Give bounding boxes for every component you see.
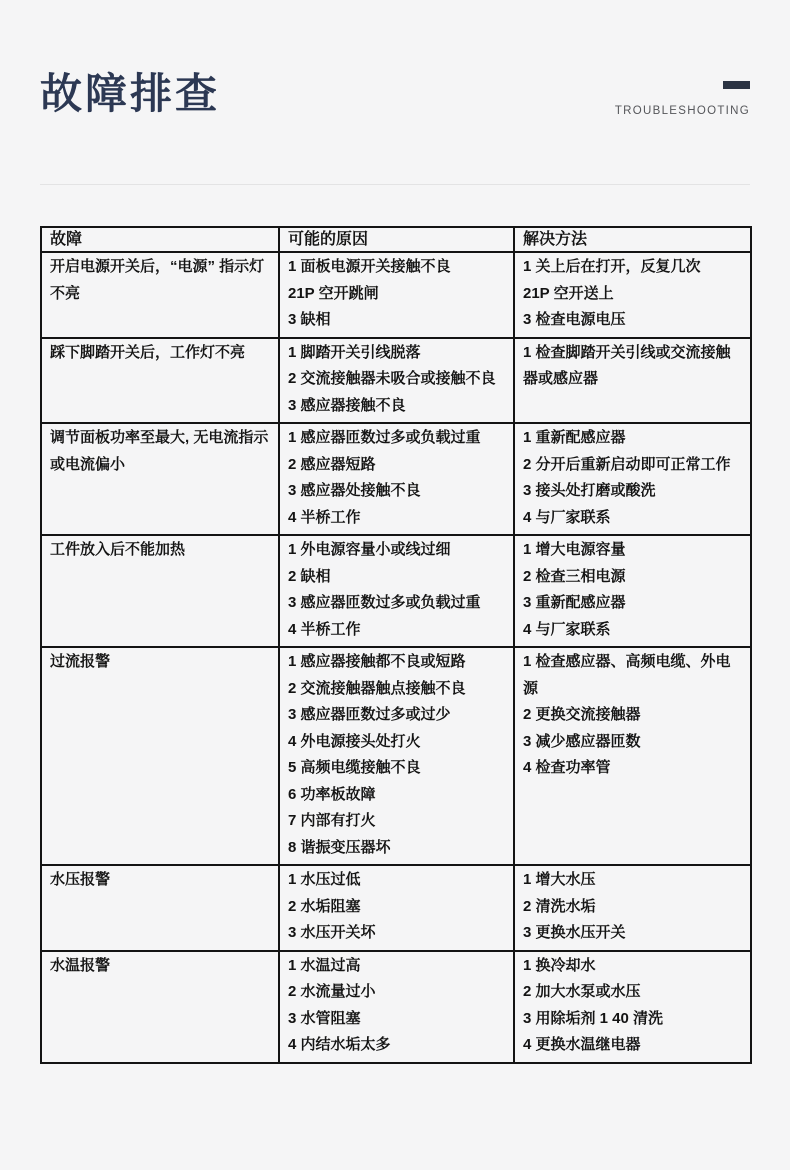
- causes-cell: [279, 865, 514, 951]
- solution-line: 2 更换交流接触器: [523, 706, 641, 724]
- fault-cell: 水压报警: [41, 865, 279, 951]
- cause-line: 4 半桥工作: [288, 620, 361, 638]
- solution-line: 1 检查感应器、高频电缆、外电源: [523, 653, 731, 697]
- solutions-cell: [514, 647, 751, 865]
- cause-line: 2 交流接触器触点接触不良: [288, 679, 466, 697]
- troubleshooting-table: [40, 226, 752, 1064]
- solution-line: 1 重新配感应器: [523, 429, 626, 447]
- table-row: [41, 423, 751, 535]
- table-row: [41, 951, 751, 1063]
- solutions-cell: [514, 423, 751, 535]
- table-row: [41, 338, 751, 424]
- solution-line: 3 重新配感应器: [523, 594, 626, 612]
- cause-line: 3 缺相: [288, 311, 331, 329]
- fault-cell: 开启电源开关后，“电源” 指示灯不亮: [41, 252, 279, 338]
- fault-cell: 工件放入后不能加热: [41, 535, 279, 647]
- cause-line: 2 缺相: [288, 567, 331, 585]
- causes-cell: [279, 423, 514, 535]
- cause-line: 1 感应器接触都不良或短路: [288, 653, 466, 671]
- solution-line: 1 换冷却水: [523, 956, 596, 974]
- cause-line: 4 半桥工作: [288, 508, 361, 526]
- table-body: [41, 252, 751, 1063]
- solution-line: 4 与厂家联系: [523, 620, 611, 638]
- divider: [40, 184, 750, 185]
- table-row: [41, 865, 751, 951]
- table-header: [41, 227, 751, 252]
- solution-line: 4 与厂家联系: [523, 508, 611, 526]
- cause-line: 21P 空开跳闸: [288, 284, 379, 302]
- solution-line: 2 检查三相电源: [523, 567, 626, 585]
- solutions-cell: [514, 951, 751, 1063]
- solutions-cell: [514, 252, 751, 338]
- solution-line: 2 加大水泵或水压: [523, 983, 641, 1001]
- solution-line: 1 增大电源容量: [523, 541, 626, 559]
- header-right: [615, 81, 750, 117]
- cause-line: 3 感应器匝数过多或过少: [288, 706, 451, 724]
- causes-cell: [279, 338, 514, 424]
- cause-line: 5 高频电缆接触不良: [288, 759, 421, 777]
- page-subtitle: TROUBLESHOOTING: [614, 105, 750, 117]
- col-header-causes: 可能的原因: [279, 227, 514, 252]
- solution-line: 4 检查功率管: [523, 759, 611, 777]
- solution-line: 3 减少感应器匝数: [523, 732, 641, 750]
- table-row: [41, 535, 751, 647]
- page-header: [40, 70, 750, 117]
- cause-line: 3 感应器处接触不良: [288, 482, 421, 500]
- fault-cell: 调节面板功率至最大, 无电流指示或电流偏小: [41, 423, 279, 535]
- solution-line: 4 更换水温继电器: [523, 1036, 641, 1054]
- solution-line: 3 更换水压开关: [523, 924, 626, 942]
- cause-line: 1 感应器匝数过多或负载过重: [288, 429, 481, 447]
- solution-line: 3 用除垢剂 1 40 清洗: [523, 1009, 664, 1027]
- cause-line: 1 水压过低: [288, 871, 361, 889]
- cause-line: 3 感应器匝数过多或负载过重: [288, 594, 481, 612]
- causes-cell: [279, 647, 514, 865]
- cause-line: 1 外电源容量小或线过细: [288, 541, 451, 559]
- causes-cell: [279, 252, 514, 338]
- solution-line: 2 清洗水垢: [523, 897, 596, 915]
- fault-cell: 水温报警: [41, 951, 279, 1063]
- cause-line: 2 感应器短路: [288, 455, 376, 473]
- table-header-row: [41, 227, 751, 252]
- solution-line: 21P 空开送上: [523, 284, 614, 302]
- cause-line: 1 面板电源开关接触不良: [288, 258, 451, 276]
- manual-page: [0, 70, 790, 1170]
- table-row: [41, 252, 751, 338]
- cause-line: 2 水垢阻塞: [288, 897, 361, 915]
- cause-line: 2 交流接触器未吸合或接触不良: [288, 370, 496, 388]
- fault-cell: 过流报警: [41, 647, 279, 865]
- cause-line: 4 内结水垢太多: [288, 1036, 391, 1054]
- cause-line: 3 水管阻塞: [288, 1009, 361, 1027]
- cause-line: 6 功率板故障: [288, 785, 376, 803]
- dash-icon: [723, 81, 750, 89]
- solution-line: 2 分开后重新启动即可正常工作: [523, 455, 731, 473]
- solution-line: 3 接头处打磨或酸洗: [523, 482, 656, 500]
- col-header-fault: 故障: [41, 227, 279, 252]
- solution-line: 1 检查脚踏开关引线或交流接触器或感应器: [523, 343, 731, 388]
- cause-line: 7 内部有打火: [288, 812, 376, 830]
- cause-line: 3 水压开关坏: [288, 924, 376, 942]
- causes-cell: [279, 535, 514, 647]
- cause-line: 1 水温过高: [288, 956, 361, 974]
- fault-cell: 踩下脚踏开关后，工作灯不亮: [41, 338, 279, 424]
- cause-line: 1 脚踏开关引线脱落: [288, 343, 421, 361]
- col-header-solutions: 解决方法: [514, 227, 751, 252]
- solution-line: 1 关上后在打开，反复几次: [523, 258, 701, 276]
- solution-line: 3 检查电源电压: [523, 311, 626, 329]
- solutions-cell: [514, 535, 751, 647]
- cause-line: 3 感应器接触不良: [288, 396, 406, 414]
- causes-cell: [279, 951, 514, 1063]
- page-title: 故障排查: [40, 70, 221, 117]
- table-row: [41, 647, 751, 865]
- solution-line: 1 增大水压: [523, 871, 596, 889]
- solutions-cell: [514, 865, 751, 951]
- cause-line: 4 外电源接头处打火: [288, 732, 421, 750]
- cause-line: 8 谐振变压器坏: [288, 838, 391, 856]
- cause-line: 2 水流量过小: [288, 983, 376, 1001]
- solutions-cell: [514, 338, 751, 424]
